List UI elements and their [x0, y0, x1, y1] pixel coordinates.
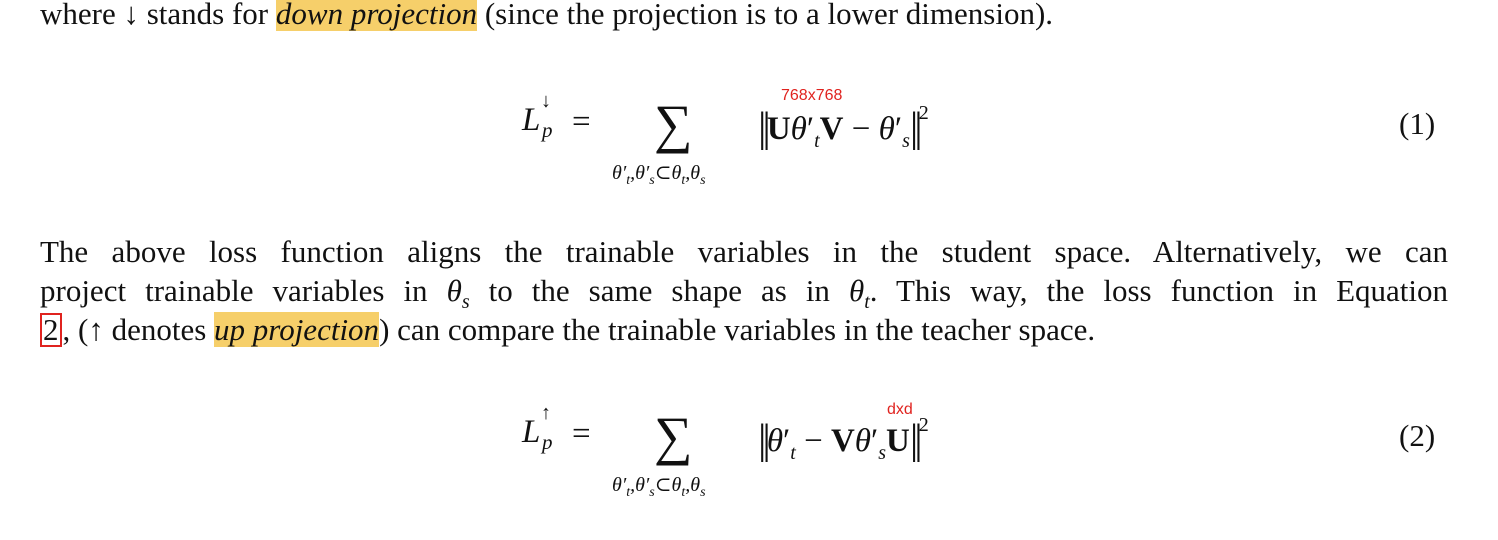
line-2-text-a: project trainable variables in [40, 273, 447, 308]
paragraph-intro-text-after: (since the projection is to a lower dimension). [477, 0, 1054, 31]
equation-1-sum-limits: $\theta'_t,\theta'_s\subset\theta_t,\theta_s$ [612, 162, 706, 188]
equation-1-number: (1) [1399, 106, 1436, 141]
paragraph-loss-alignment [40, 232, 1448, 349]
equation-2-sum-limits: $\theta'_t,\theta'_s\subset\theta_t,\theta_s$ [612, 474, 706, 500]
paragraph-line-3 [40, 310, 1448, 349]
line-3-text-a: , (↑ denotes [62, 312, 215, 347]
equation-1-lhs-sub: p [542, 118, 553, 142]
line-2-text-b: to the same shape as in [469, 273, 849, 308]
equation-1-lhs-symbol: L [522, 102, 541, 138]
equation-2-dimension-annotation: dxd [887, 401, 913, 418]
line-3-text-b: ) can compare the trainable variables in the teacher space. [379, 312, 1096, 347]
highlight-down-projection: down projection [276, 0, 477, 31]
equation-reference-link[interactable]: 2 [40, 313, 62, 347]
equation-1-lhs [522, 90, 553, 142]
highlight-up-projection: up projection [214, 312, 380, 347]
equation-2-lhs-sub: p [542, 430, 553, 454]
theta-t-subscript: t [864, 291, 870, 313]
equation-1-sum-symbol: ∑ [654, 94, 693, 154]
theta-s-subscript: s [461, 291, 470, 313]
equation-1-equals: = [572, 104, 591, 140]
equation-1-dimension-annotation: 768x768 [781, 87, 843, 104]
equation-2-sum-symbol: ∑ [654, 406, 693, 466]
equation-2-norm-expression: $||\theta'_t - V\theta'_sU||^2$ [758, 414, 929, 464]
equation-2-lhs-symbol: L [522, 414, 541, 450]
theta-s-symbol: θ [446, 273, 462, 308]
theta-t-symbol: θ [848, 273, 865, 308]
equation-2-equals: = [572, 416, 591, 452]
equation-2-up-arrow: ↑ [541, 402, 551, 424]
paragraph-intro-text-before: where ↓ stands for [40, 0, 276, 31]
paragraph-line-2 [40, 271, 1449, 313]
equation-1 [0, 88, 1498, 198]
equation-2 [0, 400, 1498, 510]
line-2-text-c: . This way, the loss function in Equation [869, 273, 1449, 308]
equation-1-down-arrow: ↓ [541, 90, 551, 112]
equation-2-lhs [522, 402, 553, 454]
paragraph-intro [40, 0, 1448, 33]
equation-2-number: (2) [1399, 418, 1436, 453]
paragraph-line-1: The above loss function aligns the trainable variables in the student space. Alternatively, we can [40, 234, 1448, 269]
equation-1-norm-expression: $||U\theta'_tV - \theta'_s||^2$ [758, 102, 929, 152]
